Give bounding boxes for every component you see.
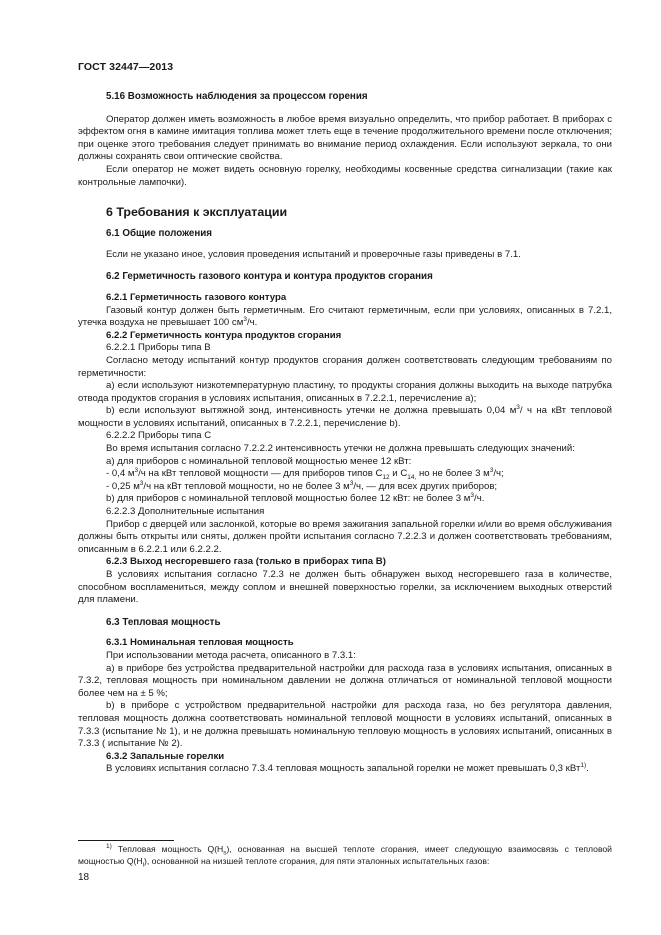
section-6-2-1-heading: 6.2.1 Герметичность газового контура bbox=[106, 291, 287, 303]
section-6-2-2-1-item-b: b) если используют вытяжной зонд, интенсивность утечки не должна превышать 0,04 $м^3/$ ч на кВт тепловой мощности в условиях испытаний, описанных в 7.2.2.1, перечисление b). bbox=[78, 404, 612, 429]
section-6-2-heading: 6.2 Герметичность газового контура и контура продуктов сгорания bbox=[106, 271, 433, 283]
footnote-divider bbox=[78, 840, 174, 841]
section-6-2-2-2-item-a: а) для приборов с номинальной тепловой мощностью менее 12 кВт: bbox=[106, 455, 412, 467]
document-body bbox=[78, 91, 612, 776]
section-6-heading: 6 Требования к эксплуатации bbox=[106, 205, 288, 220]
section-6-3-1-item-a: а) в приборе без устройства предварительной настройки для расхода газа в условиях испытания, описанных в 7.3.2, тепловая мощность при номинальном давлении не должна отличаться от номинальной тепловой мощности более чем на ± 5 %; bbox=[78, 662, 612, 699]
section-5-16-paragraph-1: Оператор должен иметь возможность в любое время визуально определить, что прибор работает. В приборах с эффектом огня в камине имитация топлива может тлеть еще в течение продолжительного времени после отключения; при оценке этого требования следует принимать во внимание период охлаждения. Если используют зеркала, то они должны сохранять свои оптические свойства. bbox=[78, 113, 612, 163]
page-number: 18 bbox=[78, 872, 90, 883]
section-6-2-2-3-paragraph: Прибор с дверцей или заслонкой, которые во время зажигания запальной горелки и/или во время обслуживания должны быть открыты или сняты, должен пройти испытания согласно 7.2.2.3 и должен соответствовать требованиям, описанным в 6.2.2.1 или 6.2.2.2. bbox=[78, 518, 612, 555]
section-6-2-2-3-heading: 6.2.2.3 Дополнительные испытания bbox=[106, 506, 265, 518]
section-6-2-3-paragraph: В условиях испытания согласно 7.2.3 не должен быть обнаружен выход несгоревшего газа в количестве, способном воспламениться, между соплом и внешней поверхностью горелки, за исключением выходных отверстий для пламени. bbox=[78, 569, 612, 606]
section-6-2-1-paragraph: Газовый контур должен быть герметичным. Его считают герметичным, если при условиях, описанных в 7.2.1, утечка воздуха не превышает 100 $см^3/ч$. bbox=[78, 304, 612, 329]
section-6-3-1-paragraph: При использовании метода расчета, описанного в 7.3.1: bbox=[106, 649, 356, 661]
section-6-2-2-heading: 6.2.2 Герметичность контура продуктов сгорания bbox=[106, 329, 342, 341]
section-6-1-paragraph: Если не указано иное, условия проведения испытаний и проверочные газы приведены в 7.1. bbox=[106, 248, 521, 260]
section-6-3-2-paragraph: В условиях испытания согласно 7.3.4 тепловая мощность запальной горелки не может превышать 0,3 кВт$^{1)}$. bbox=[106, 762, 589, 775]
section-6-3-1-heading: 6.3.1 Номинальная тепловая мощность bbox=[106, 637, 294, 649]
section-6-3-1-item-b: b) в приборе с устройством предварительной настройки для расхода газа, но без регулятора давления, тепловая мощность должна соответствовать номинальной тепловой мощности в условиях испытаний, описанных в 7.3.3 (испытание № 1), и не должна превышать номинальную тепловую мощность в условиях испытаний, описанных в 7.3.3 ( испытание № 2). bbox=[78, 700, 612, 750]
section-6-2-2-1-item-a: а) если используют низкотемпературную пластину, то продукты сгорания должны выходить на выходе патрубка отвода продуктов сгорания в условиях испытания, описанных в 7.2.2.1, перечисление a); bbox=[78, 380, 612, 404]
section-6-2-2-2-dash-2: - 0,25 $м^3/ч$ на кВт тепловой мощности, но не более 3 $м^3/ч$, — для всех других приборов; bbox=[106, 479, 498, 492]
section-6-2-2-2-paragraph: Во время испытания согласно 7.2.2.2 интенсивность утечки не должна превышать следующих значений: bbox=[106, 443, 575, 455]
section-6-2-2-2-heading: 6.2.2.2 Приборы типа С bbox=[106, 430, 212, 442]
section-6-2-2-2-dash-1: - 0,4 $м^3/ч$ на кВт тепловой мощности — для приборов типов $С_{12}$ и $С_{14,}$ но не более 3 $м^3/ч$; bbox=[106, 467, 504, 482]
footnote: $^{1)}$ Тепловая мощность $Q(H_s)$, основанная на высшей теплоте сгорания, имеет следующую взаимосвязь с тепловой мощностью $Q(H_i)$, основанной на низшей теплоте сгорания, для пяти эталонных испытательных газов: bbox=[78, 843, 612, 869]
section-6-3-heading: 6.3 Тепловая мощность bbox=[106, 616, 221, 628]
section-6-3-2-heading: 6.3.2 Запальные горелки bbox=[106, 750, 225, 762]
section-6-2-2-1-heading: 6.2.2.1 Приборы типа В bbox=[106, 342, 211, 354]
section-6-2-2-1-paragraph: Согласно методу испытаний контур продуктов сгорания должен соответствовать следующим требованиям по герметичности: bbox=[78, 354, 612, 379]
section-6-2-3-heading: 6.2.3 Выход несгоревшего газа (только в приборах типа В) bbox=[106, 556, 386, 568]
section-6-1-heading: 6.1 Общие положения bbox=[106, 228, 213, 240]
section-5-16-paragraph-2: Если оператор не может видеть основную горелку, необходимы косвенные средства сигнализации (такие как контрольные лампочки). bbox=[78, 163, 612, 188]
section-5-16-heading: 5.16 Возможность наблюдения за процессом горения bbox=[106, 91, 368, 102]
document-header: ГОСТ 32447—2013 bbox=[78, 61, 174, 73]
section-6-2-2-2-item-b: b) для приборов с номинальной тепловой мощностью более 12 кВт: не более 3 $м^3/ч$. bbox=[106, 492, 485, 505]
